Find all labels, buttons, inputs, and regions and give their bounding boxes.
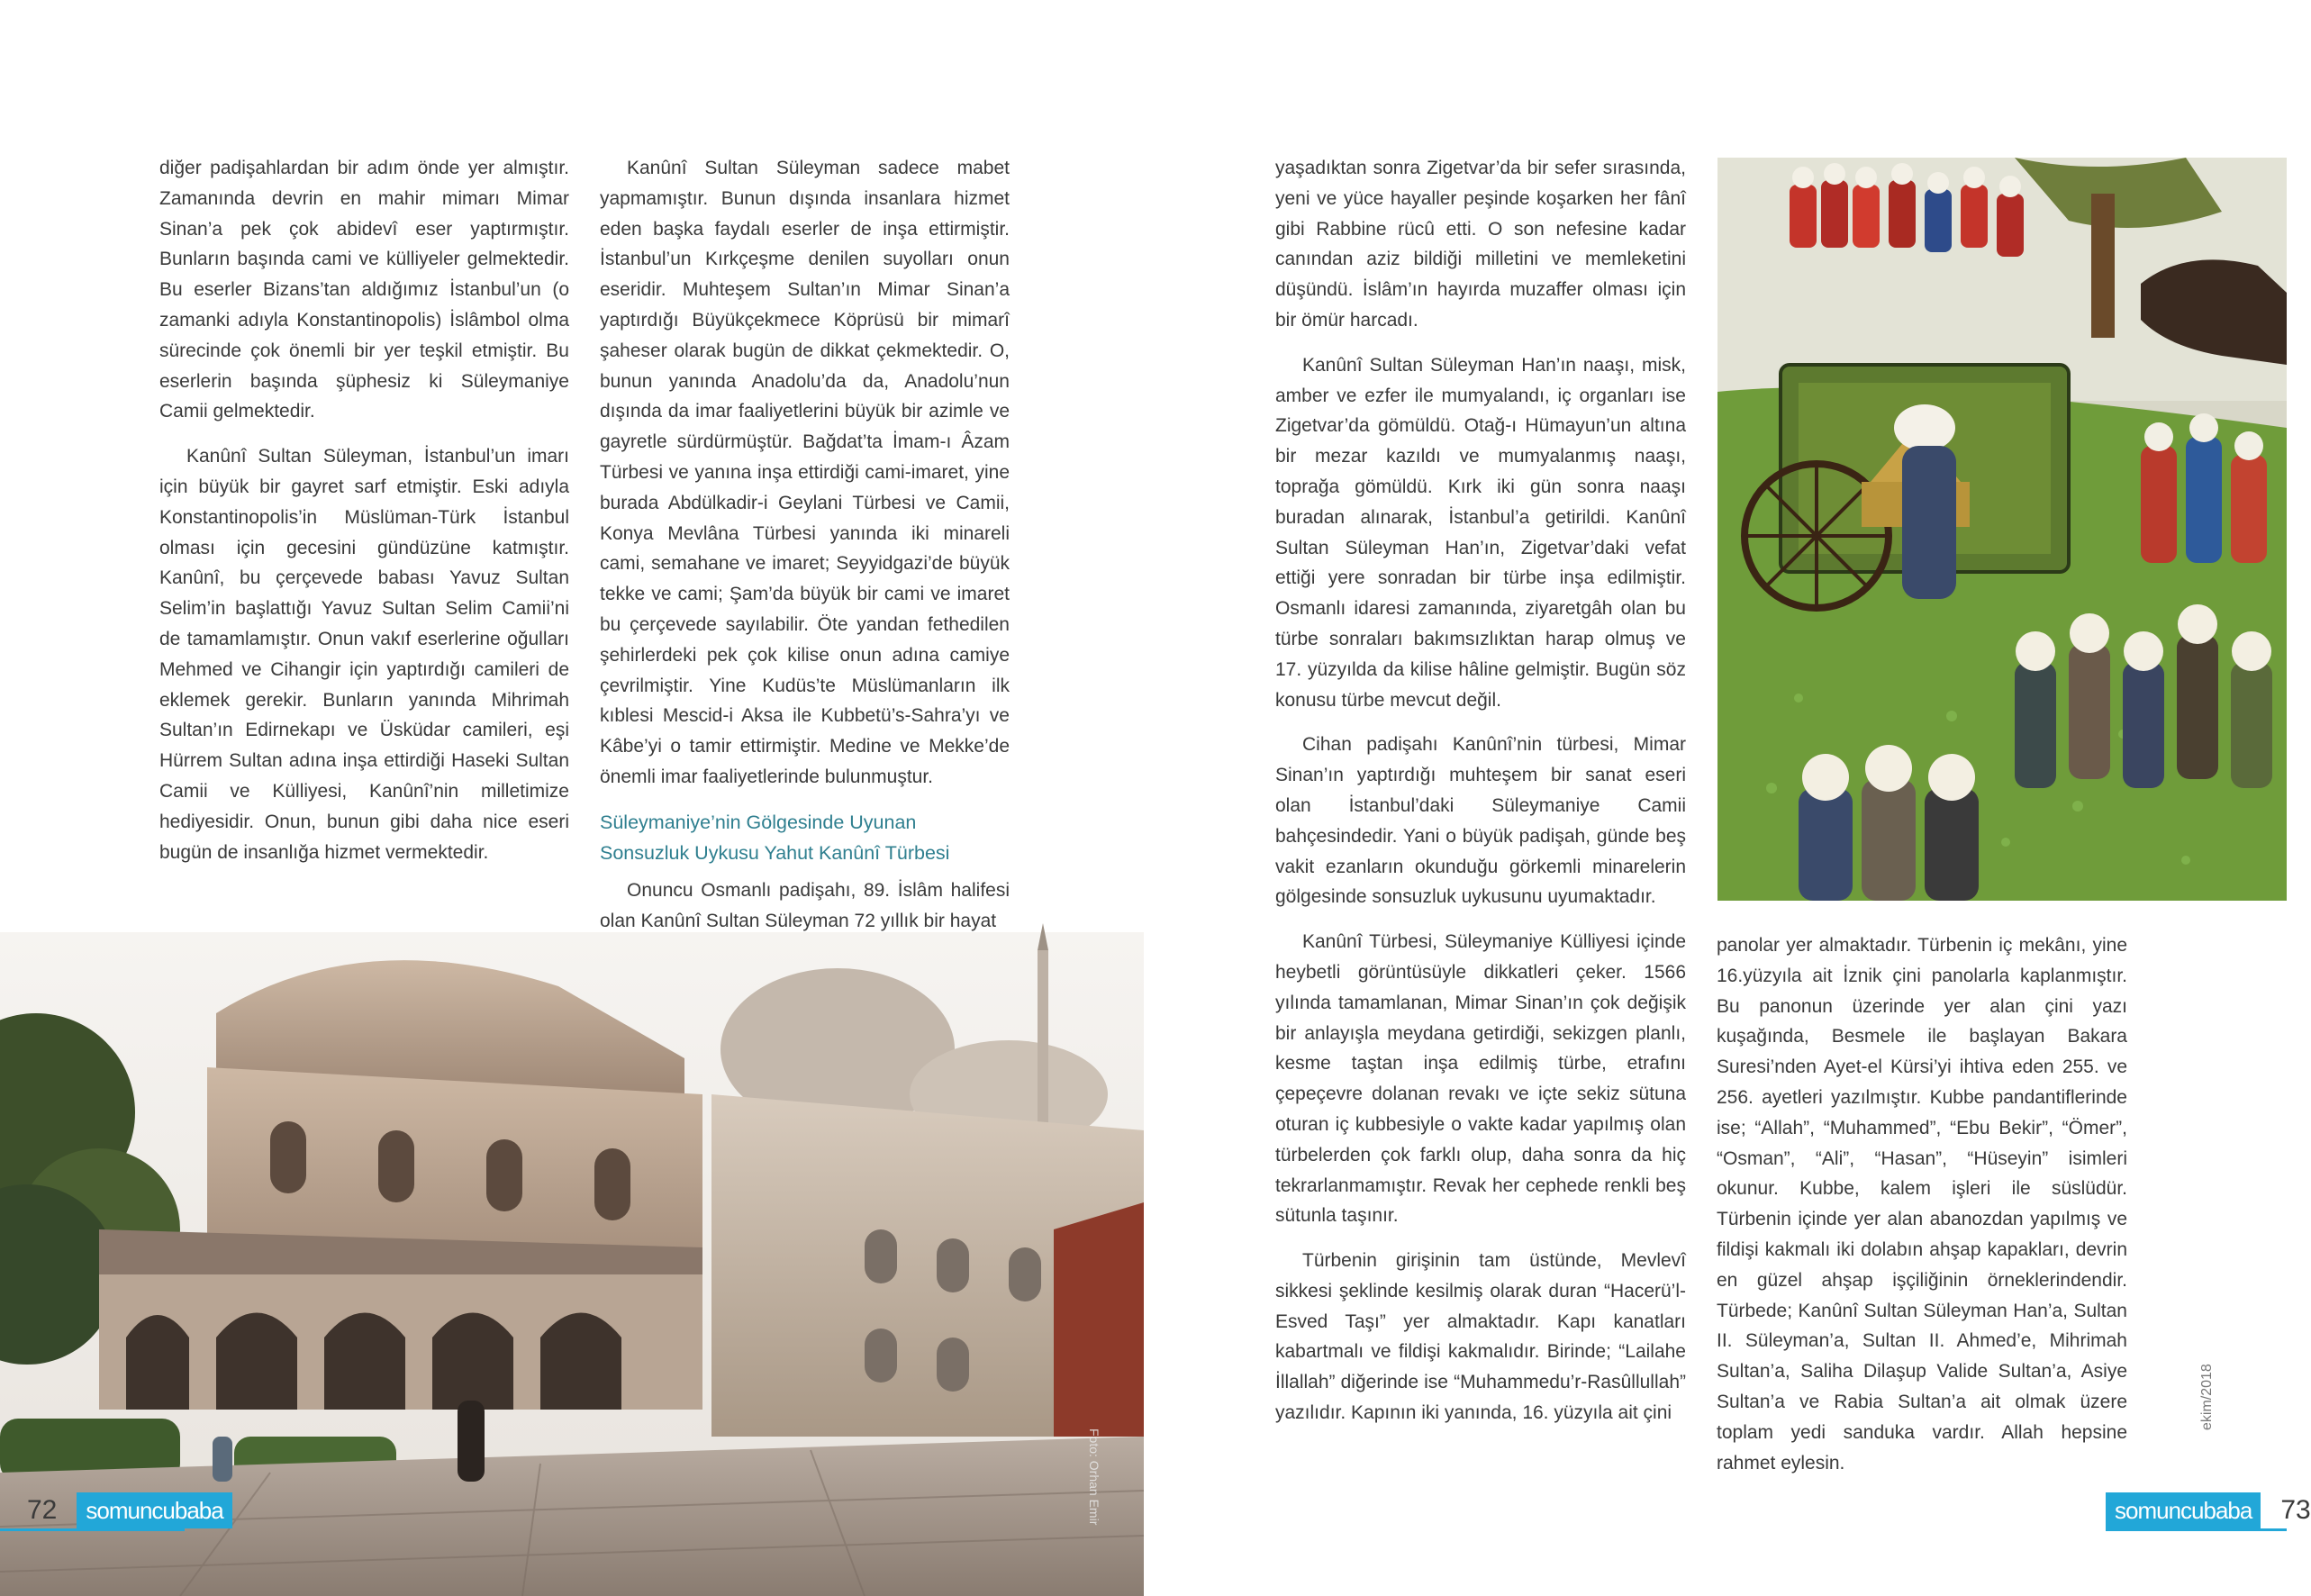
paragraph: Türbenin girişinin tam üstünde, Mevlevî sikkesi şeklinde kesilmiş olarak duran “Hacerü’l-Esved Taşı” yer almaktadır. Kapı kanatları kabartmalı ve fildişi kakmalıdır. Birinde; “Lailahe İllallah” diğerinde ise “Muhammedu’r-Rasûllullah” yazılıdır. Kapının iki yanında, 16. yüzyıla ait çini — [1275, 1250, 1686, 1424]
brand-rule — [0, 1528, 185, 1531]
paragraph: panolar yer almaktadır. Türbenin iç mekânı, yine 16.yüzyıla ait İznik çini panolarla kaplanmıştır. Bu panonun üzerinde yer alan çini yazı kuşağında, Besmele ile başlayan Bakara Suresi’nden Ayet-el Kürsi’yi ihtiva eden 255. ve 256. ayetleri yazılmıştır. Kubbe pandantiflerinde ise; “Allah”, “Muhammed”, “Ebu Bekir”, “Ömer”, “Osman”, “Ali”, “Hasan”, “Hüseyin” isimleri okunur. Kubbe, kalem işleri ile süslüdür. Türbenin içinde yer alan abanozdan yapılmış ve fildişi kakmalı iki dolabın ahşap kapakları, devrin en güzel ahşap işçiliğinin örneklerindendir. Türbede; Kanûnî Sultan Süleyman Han’a, Sultan II. Süleyman’a, Sultan II. Ahmed’e, Mihrimah Sultan’a, Saliha Dilaşup Valide Sultan’a, Asiye Sultan’a ve Rabia Sultan’a ait olmak üzere toplam yedi sanduka vardır. Allah hepsine rahmet eylesin. — [1717, 935, 2127, 1474]
paragraph: yaşadıktan sonra Zigetvar’da bir sefer sırasında, yeni ve yüce hayaller peşinde koşarken her fânî gibi Rabbine rücû etti. O son nefesine kadar canından aziz bildiği milletini ve memleketini düşündü. İslâm’ın hayırda muzaffer olması için bir ömür harcadı. — [1275, 158, 1686, 331]
issue-date: ekim/2018 — [2199, 1364, 2215, 1430]
right-column-2 — [1717, 930, 2127, 1478]
left-column-2 — [600, 153, 1010, 936]
photo-credit: Foto: Orhan Emir — [1087, 1428, 1101, 1526]
miniature-illustration — [1717, 158, 2287, 901]
brand-rule — [2106, 1528, 2287, 1531]
left-folio — [27, 1490, 232, 1531]
paragraph: Kanûnî Türbesi, Süleymaniye Külliyesi içinde heybetli görüntüsüyle dikkatleri çeker. 1566 yılında tamamlanan, Mimar Sinan’ın çok değişik bir anlayışla meydana getirdiği, sekizgen planlı, kesme taştan inşa edilmiş türbe, etrafını çepeçevre dolanan revakı ve içte sekiz sütuna oturan iç kubbesiyle o vakte kadar yapılmış olan türbelerden çok farklı olup, daha sonra da hiç tekrarlanmamıştır. Revak her cephede renkli beş sütunla taşınır. — [1275, 931, 1686, 1227]
paragraph: Kanûnî Sultan Süleyman sadece mabet yapmamıştır. Bunun dışında insanlara hizmet eden başka faydalı eserler de inşa ettirmiştir. İstanbul’un Kırkçeşme denilen suyolları onun eseridir. Muhteşem Sultan’ın Mimar Sinan’a yaptırdığı Büyükçekmece Köprüsü bir mimarî şaheser olarak bugün de dikkat çekmektedir. O, bunun yanında Anadolu’da da, Anadolu’nun dışında da imar faaliyetlerini büyük bir azimle ve gayretle sürdürmüştür. Bağdat’ta İmam-ı Âzam Türbesi ve yanına inşa ettirdiği cami-imaret, yine burada Abdülkadir-i Geylani Türbesi ve Camii, Konya Mevlâna Türbesi yanında iki minareli cami, semahane ve imaret; Seyyidgazi’de büyük tekke ve cami; Şam’da büyük bir cami ve imaret bu çerçevede sayılabilir. Öte yandan fethedilen şehirlerdeki pek çok kilise onun adına camiye çevrilmiştir. Yine Kudüs’te Müslümanların ilk kıblesi Mescid-i Aksa ile Kubbetü’s-Sahra’yı ve Kâbe’yi o tamir ettirmiştir. Medine ve Mekke’de önemli imar faaliyetlerinde bulunmuştur. — [600, 158, 1010, 787]
right-column-1 — [1275, 153, 1686, 1428]
paragraph: Cihan padişahı Kanûnî’nin türbesi, Mimar Sinan’ın yaptırdığı muhteşem bir sanat eseri olan İstanbul’daki Süleymaniye Camii bahçesindedir. Yani o büyük padişah, günde beş vakit ezanların okunduğu görkemli minarelerin gölgesinde sonsuzluk uykusunu uyumaktadır. — [1275, 734, 1686, 908]
page-number: 73 — [2280, 1495, 2311, 1525]
right-folio — [2106, 1490, 2311, 1531]
miniature-painting — [1717, 158, 2287, 901]
left-column-1 — [159, 153, 569, 867]
paragraph: diğer padişahlardan bir adım önde yer almıştır. Zamanında devrin en mahir mimarı Mimar Sinan’a pek çok abidevî eser yaptırmıştır. Bunların başında cami ve külliyeler gelmektedir. Bu eserler Bizans’tan aldığımız İstanbul’un (o zamanki adıyla Konstantinopolis) İslâmbol olma sürecinde çok önemli bir yer teşkil etmiştir. Bu eserlerin başında şüphesiz ki Süleymaniye Camii gelmektedir. — [159, 158, 569, 422]
brand-logo: somuncubaba — [2106, 1492, 2261, 1528]
brand-logo: somuncubaba — [77, 1492, 231, 1528]
paragraph: Kanûnî Sultan Süleyman, İstanbul’un imarı için büyük bir gayret sarf etmiştir. Eski adıyla Konstantinopolis’in Müslüman-Türk İstanbul olması için gecesini gündüzüne katmıştır. Kanûnî, bu çerçevede babası Yavuz Sultan Selim’in başlattığı Yavuz Sultan Selim Camii’ni de tamamlamıştır. Onun vakıf eserlerine oğulları Mehmed ve Cihangir için yaptırdığı camileri de eklemek gerekir. Bunların yanında Mihrimah Sultan’ın Edirnekapı ve Üsküdar camileri, eşi Hürrem Sultan adına inşa ettirdiği Haseki Sultan Camii ve Külliyesi, Kanûnî’nin milletimize hediyesidir. Onun, bunun gibi daha nice eseri bugün de insanlığa hizmet vermektedir. — [159, 446, 569, 863]
paragraph: Onuncu Osmanlı padişahı, 89. İslâm halifesi olan Kanûnî Sultan Süleyman 72 yıllık bir hayat — [600, 879, 1010, 931]
section-heading: Süleymaniye’nin Gölgesinde Uyunan Sonsuzluk Uykusu Yahut Kanûnî Türbesi — [600, 811, 950, 864]
paragraph: Kanûnî Sultan Süleyman Han’ın naaşı, misk, amber ve ezfer ile mumyalandı, iç organları ise Zigetvar’da gömüldü. Otağ-ı Hümayun’un altına bir mezar kazıldı ve mumyalanmış naaşı, toprağa gömüldü. Kırk iki gün sonra naaşı buradan alınarak, İstanbul’a getirildi. Kanûnî Sultan Süleyman Han’ın, Zigetvar’daki vefat ettiği yere sonradan bir türbe inşa edilmiştir. Osmanlı idaresi zamanında, ziyaretgâh olan bu türbe sonraları bakımsızlıktan harap olmuş ve 17. yüzyılda da kilise hâline gelmiştir. Bugün söz konusu türbe mevcut değil. — [1275, 354, 1686, 711]
page-number: 72 — [27, 1495, 58, 1525]
